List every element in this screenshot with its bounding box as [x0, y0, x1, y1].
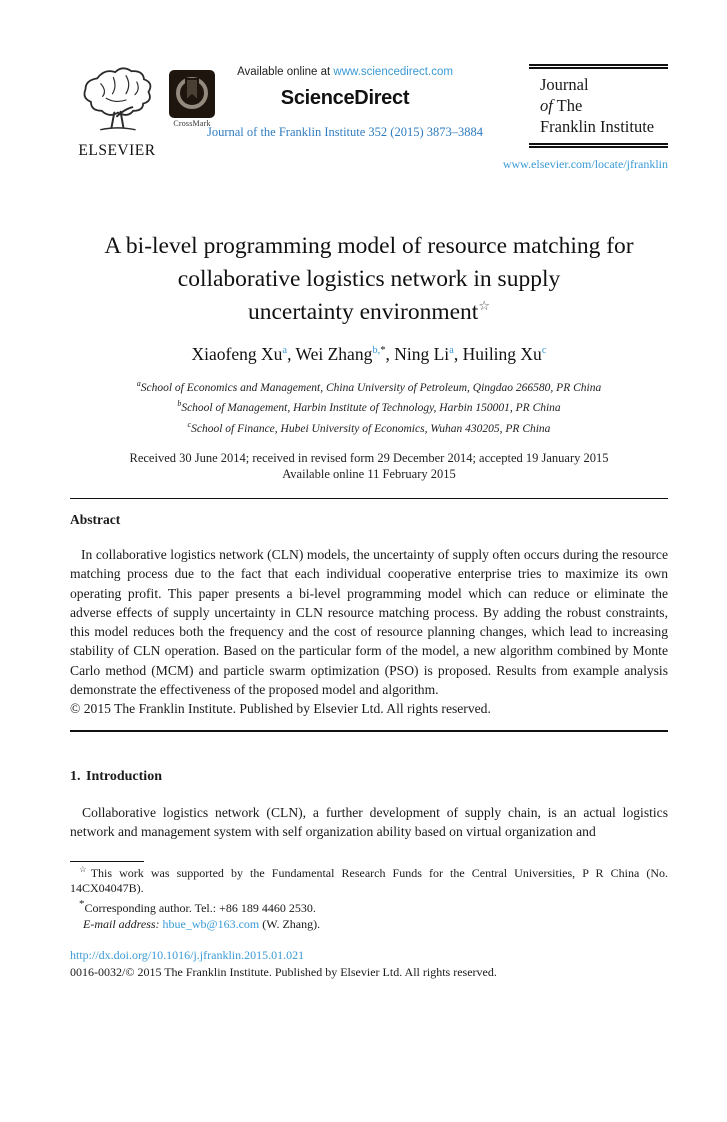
- author-3: Ning Li$^a$,: [394, 344, 463, 364]
- available-online-date: Available online 11 February 2015: [282, 467, 456, 482]
- abstract-copyright: © 2015 The Franklin Institute. Published by Elsevier Ltd. All rights reserved.: [70, 701, 491, 717]
- sciencedirect-link[interactable]: www.sciencedirect.com: [333, 66, 453, 78]
- introduction-body: [70, 803, 668, 842]
- author-1: Xiaofeng Xu$^a$,: [191, 344, 296, 364]
- abstract-top-rule: [70, 498, 668, 499]
- affiliations: [70, 376, 668, 437]
- issn-copyright-line: 0016-0032/© 2015 The Franklin Institute. Published by Elsevier Ltd. All rights reserved.: [70, 965, 497, 980]
- affiliation-b: $^b$School of Management, Harbin Institute of Technology, Harbin 150001, PR China: [177, 399, 561, 415]
- corresponding-author-footnote: *Corresponding author. Tel.: +86 189 4460 2530.: [79, 898, 316, 916]
- journal-header: [70, 64, 668, 174]
- elsevier-tree-icon: [73, 123, 161, 140]
- crossmark-label: CrossMark: [173, 119, 211, 128]
- title-footnote-star-icon: ☆: [478, 299, 490, 315]
- email-label: E-mail address:: [83, 917, 160, 932]
- masthead-line2: of The: [540, 96, 583, 115]
- author-line: [70, 344, 668, 365]
- section-heading-introduction: 1. Introduction: [70, 768, 162, 784]
- journal-masthead-box: [529, 64, 668, 148]
- author-2: Wei Zhang$^{b,*}$,: [295, 344, 395, 364]
- page-footer: [70, 947, 668, 981]
- funding-footnote: ☆This work was supported by the Fundamental Research Funds for the Central Universities, P R China (No. 14CX04047B).: [70, 864, 669, 896]
- email-footnote: E-mail address: hbue_wb@163.com (W. Zhang).: [83, 917, 321, 932]
- received-line: Received 30 June 2014; received in revised form 29 December 2014; accepted 19 January 2015: [129, 450, 609, 465]
- article-title: [70, 230, 668, 329]
- abstract-bottom-rule: [70, 730, 668, 732]
- footnote-rule: [70, 861, 144, 862]
- journal-citation-link[interactable]: Journal of the Franklin Institute 352 (2015) 3873–3884: [206, 125, 483, 139]
- footnotes: [70, 866, 668, 933]
- paper-first-page: [0, 64, 727, 1122]
- elsevier-wordmark: ELSEVIER: [78, 142, 156, 159]
- abstract-paragraph: In collaborative logistics network (CLN) models, the uncertainty of supply often occurs during the resource matching process due to the fact that each individual cooperative enterprise tries to maximize its own operating profit. This paper presents a bi-level programming model which can reduce or eliminate the adverse effects of supply uncertainty in CLN resource matching process. By adding the robust constraints, this model reduces both the frequency and the cost of resource planning changes, which lead to increasing stability of CLN operation. Based on the particular form of the model, a new algorithm combined by Monte Carlo method (MCM) and particle swarm optimization (PSO) is proposed. Results from example analysis demonstrate the effectiveness of the proposed model and algorithm.: [70, 546, 668, 698]
- title-line-1: A bi-level programming model of resource matching for: [104, 233, 634, 259]
- funding-star-icon: ☆: [79, 864, 91, 875]
- affiliation-c: $^c$School of Finance, Hubei University of Economics, Wuhan 430205, PR China: [187, 419, 551, 435]
- elsevier-locate-link[interactable]: www.elsevier.com/locate/jfranklin: [502, 157, 668, 171]
- title-line-2: collaborative logistics network in supply: [177, 266, 561, 292]
- available-online-text: Available online at: [237, 66, 334, 78]
- masthead-line1: Journal: [540, 75, 589, 94]
- email-link[interactable]: hbue_wb@163.com: [162, 917, 260, 932]
- sciencedirect-wordmark: ScienceDirect: [280, 87, 410, 109]
- abstract-heading: Abstract: [70, 511, 121, 527]
- introduction-paragraph: Collaborative logistics network (CLN), a further development of supply chain, is an actual logistics network and management system with self organization ability based on virtual organization and: [70, 804, 668, 840]
- elsevier-logo: [70, 64, 164, 160]
- article-history: [70, 450, 668, 483]
- author-4: Huiling Xu$^c$: [462, 344, 547, 364]
- available-online-line: [180, 66, 510, 78]
- abstract-body: [70, 545, 668, 719]
- title-line-3: uncertainty environment☆: [247, 299, 490, 325]
- header-center: [180, 66, 510, 140]
- masthead-line3: Franklin Institute: [540, 117, 655, 136]
- affiliation-a: $^a$School of Economics and Management, China University of Petroleum, Qingdao 266580, PR China: [136, 379, 602, 394]
- doi-link[interactable]: http://dx.doi.org/10.1016/j.jfranklin.2015.01.021: [70, 947, 305, 962]
